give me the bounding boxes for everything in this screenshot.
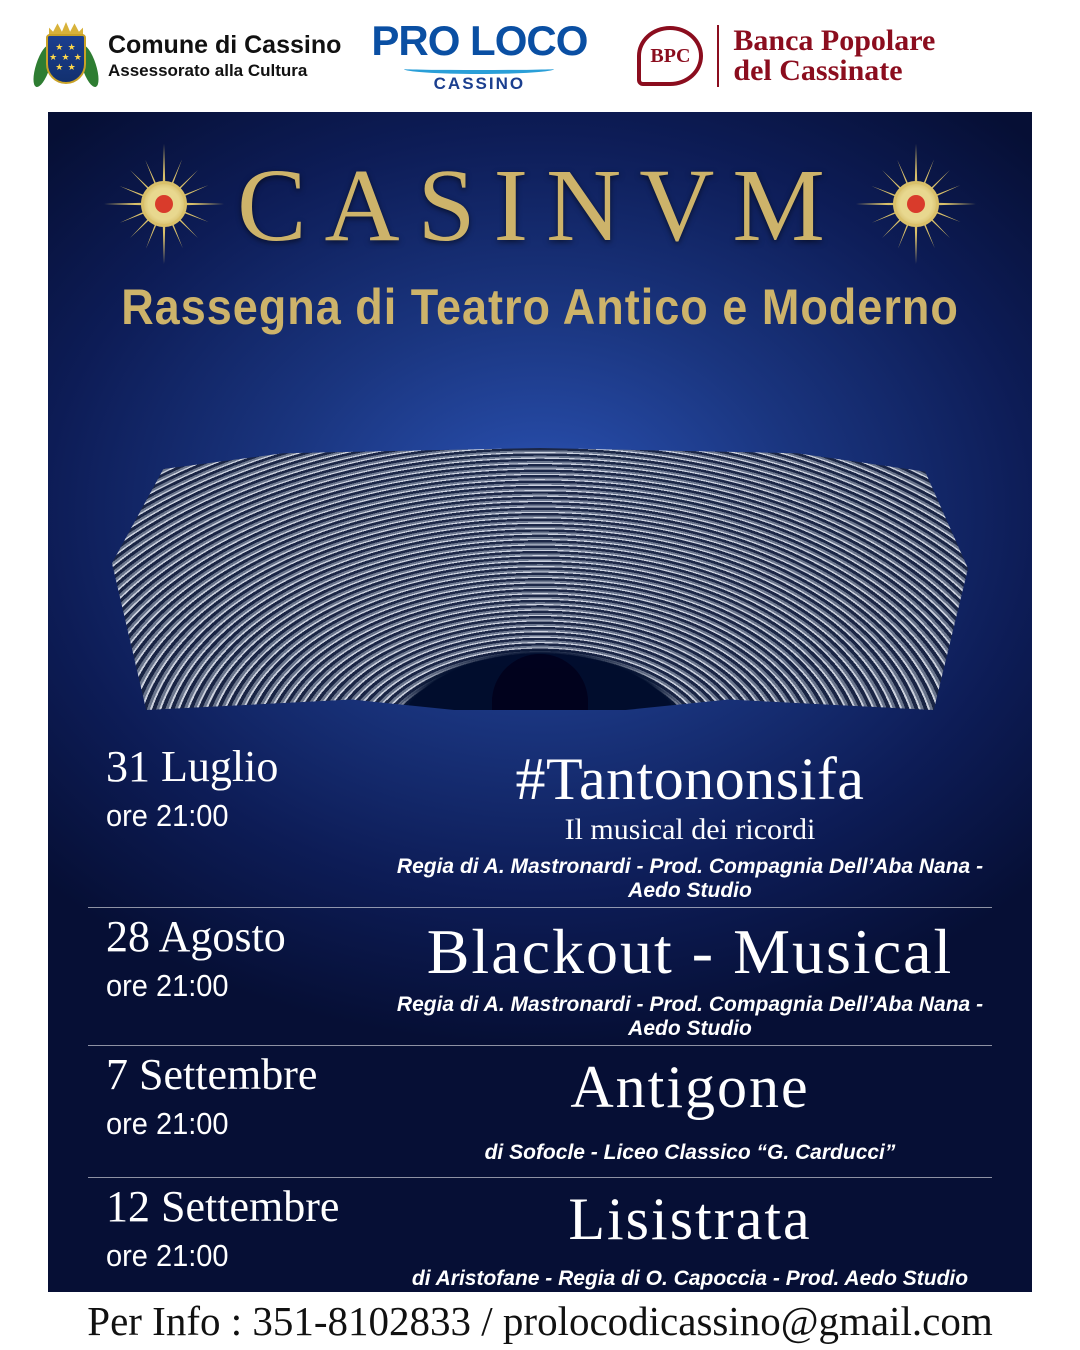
poster-subtitle: Rassegna di Teatro Antico e Moderno: [121, 277, 959, 335]
coat-of-arms-icon: ★ ★ ★ ★ ★ ★ ★: [38, 20, 94, 92]
poster: [48, 112, 1032, 1292]
proloco-city: CASSINO: [433, 74, 526, 93]
table-row: [88, 907, 992, 1045]
event-time: ore 21:00: [106, 800, 229, 834]
event-credits: di Aristofane - Regia di O. Capoccia - Prod. Aedo Studio: [411, 1267, 969, 1291]
sponsor-banca: [637, 25, 935, 87]
sponsor-proloco: [371, 17, 588, 93]
proloco-name: PRO LOCO: [371, 17, 588, 64]
event-title: Antigone: [570, 1054, 810, 1121]
event-credits: di Sofocle - Liceo Classico “G. Carducci”: [484, 1141, 896, 1165]
banca-monogram-icon: BPC: [637, 26, 703, 86]
banca-line2: del Cassinate: [733, 54, 903, 87]
event-time: ore 21:00: [106, 1240, 229, 1274]
starburst-icon: [856, 144, 976, 264]
event-credits: Regia di A. Mastronardi - Prod. Compagnia Dell’Aba Nana - Aedo Studio: [396, 855, 984, 902]
banca-line1: Banca Popolare: [733, 24, 936, 57]
event-date: 12 Settembre: [106, 1182, 340, 1232]
sponsor-comune: [38, 20, 341, 92]
event-date: 31 Luglio: [106, 742, 279, 791]
event-date: 28 Agosto: [106, 912, 286, 961]
comune-title: Comune di Cassino: [108, 31, 342, 60]
table-row: [88, 1045, 992, 1177]
starburst-icon: [104, 144, 224, 264]
event-time: ore 21:00: [106, 1108, 229, 1142]
theatre-image: [48, 448, 1032, 718]
comune-subtitle: Assessorato alla Cultura: [108, 60, 308, 80]
event-credits: Regia di A. Mastronardi - Prod. Compagnia Dell’Aba Nana - Aedo Studio: [396, 993, 984, 1041]
contact-info: Per Info : 351-8102833 / prolocodicassino@gmail.com: [87, 1298, 993, 1344]
schedule-list: [48, 732, 1032, 1292]
proloco-swoosh-icon: [404, 64, 554, 74]
event-title: #Tantononsifa: [515, 746, 865, 812]
table-row: [88, 738, 992, 907]
sponsor-bar: [0, 0, 1080, 112]
table-row: [88, 1177, 992, 1292]
poster-title: CASINVM: [237, 148, 843, 263]
event-time: ore 21:00: [106, 970, 229, 1004]
event-date: 7 Settembre: [106, 1050, 318, 1100]
event-title: Lisistrata: [568, 1186, 812, 1253]
event-subtitle: Il musical dei ricordi: [564, 813, 816, 846]
event-title: Blackout - Musical: [426, 916, 954, 987]
banca-divider: [717, 25, 719, 87]
